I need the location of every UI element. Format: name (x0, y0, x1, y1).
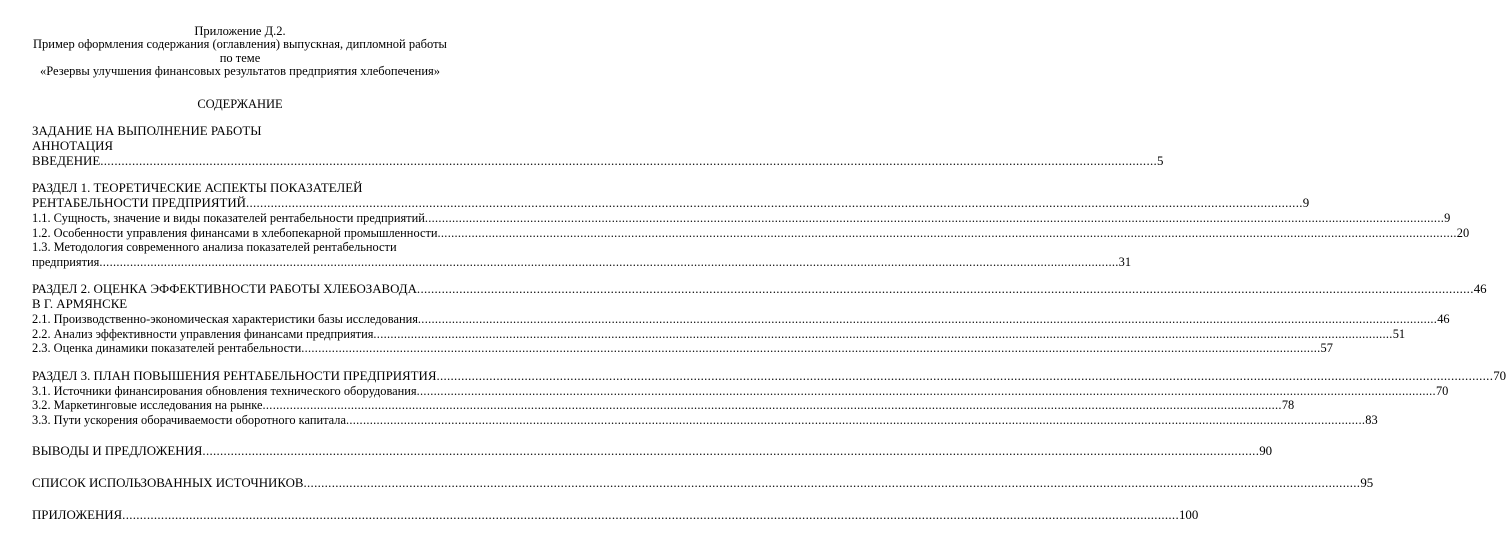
dot-leader: ............................................................................................................................................................................................................................................................................................................ (373, 326, 1393, 341)
dot-leader: ............................................................................................................................................................................................................................................................................................................ (416, 383, 1436, 398)
dot-leader: ............................................................................................................................................................................................................................................................................................................ (303, 476, 1361, 491)
toc-entry-label: ПРИЛОЖЕНИЯ (32, 507, 123, 522)
toc-section-3-title (32, 368, 1506, 384)
toc-entry-label: 3.3. Пути ускорения оборачиваемости оборотного капитала (32, 412, 346, 427)
toc-conclusions-block (32, 444, 1273, 459)
dot-leader: ............................................................................................................................................................................................................................................................................................................ (345, 412, 1366, 427)
dot-leader: ............................................................................................................................................................................................................................................................................................................ (436, 368, 1494, 383)
toc-entry-2-2 (32, 326, 1406, 342)
toc-page-number: 5 (1157, 153, 1164, 168)
toc-section-3 (32, 368, 1506, 428)
dot-leader: ............................................................................................................................................................................................................................................................................................................ (416, 282, 1474, 297)
toc-page-number: 90 (1259, 444, 1273, 459)
toc-section-1 (32, 181, 1470, 269)
toc-entry-3-3 (32, 412, 1378, 428)
dot-leader: ............................................................................................................................................................................................................................................................................................................ (202, 444, 1260, 459)
toc-page-number: 57 (1320, 341, 1333, 356)
header-line-1: Пример оформления содержания (оглавления) выпускная, дипломной работы (33, 37, 447, 52)
toc-page-number: 9 (1302, 196, 1310, 211)
toc-page-number: 78 (1281, 398, 1295, 413)
dot-leader: ............................................................................................................................................................................................................................................................................................................ (262, 398, 1282, 413)
toc-entry-label: РАЗДЕЛ 3. ПЛАН ПОВЫШЕНИЯ РЕНТАБЕЛЬНОСТИ ПРЕДПРИЯТИЯ (32, 368, 437, 383)
toc-sources-block (32, 476, 1374, 491)
toc-entry-label: РЕНТАБЕЛЬНОСТИ ПРЕДПРИЯТИЙ (32, 196, 246, 211)
toc-entry-1-3-line-1: 1.3. Методология современного анализа показателей рентабельности (32, 240, 397, 255)
toc-entry-appendices (32, 507, 1199, 523)
toc-page-number: 51 (1392, 326, 1406, 341)
dot-leader: ............................................................................................................................................................................................................................................................................................................ (99, 254, 1119, 269)
toc-entry-task: ЗАДАНИЕ НА ВЫПОЛНЕНИЕ РАБОТЫ (32, 124, 262, 138)
toc-entry-3-1 (32, 383, 1449, 399)
toc-entry-label: РАЗДЕЛ 2. ОЦЕНКА ЭФФЕКТИВНОСТИ РАБОТЫ ХЛЕБОЗАВОДА (32, 282, 417, 297)
toc-entry-2-3 (32, 341, 1333, 356)
header-line-2: по теме (219, 50, 261, 65)
dot-leader: ............................................................................................................................................................................................................................................................................................................ (301, 341, 1321, 356)
toc-entry-2-1 (32, 311, 1450, 327)
document-header (0, 25, 480, 79)
toc-entry-introduction (32, 153, 1164, 169)
toc-section-1-title-line-2 (32, 196, 1310, 211)
toc-entry-label: 1.1. Сущность, значение и виды показателей рентабельности предприятий (32, 210, 425, 225)
toc-page-number: 95 (1360, 476, 1374, 491)
dot-leader: ............................................................................................................................................................................................................................................................................................................ (424, 210, 1445, 225)
toc-entry-annotation: АННОТАЦИЯ (32, 138, 113, 153)
toc-page-number: 9 (1444, 210, 1451, 225)
toc-section-2 (32, 282, 1487, 356)
dot-leader: ............................................................................................................................................................................................................................................................................................................ (122, 507, 1179, 522)
toc-section-2-title-line-2: В Г. АРМЯНСКЕ (32, 297, 128, 312)
dot-leader: ............................................................................................................................................................................................................................................................................................................ (100, 153, 1158, 168)
toc-entry-1-2 (32, 225, 1470, 241)
toc-entry-label: ВВЕДЕНИЕ (32, 153, 101, 168)
header-line-3: «Резервы улучшения финансовых результатов предприятия хлебопечения» (39, 64, 441, 79)
toc-entry-label: 3.1. Источники финансирования обновления технического оборудования (32, 383, 417, 398)
toc-entry-label: 2.2. Анализ эффективности управления финансами предприятия (32, 326, 374, 341)
table-of-contents (32, 124, 1506, 523)
toc-entry-label: 2.3. Оценка динамики показателей рентабельности (32, 341, 302, 356)
page-title: СОДЕРЖАНИЕ (197, 97, 283, 111)
dot-leader: ............................................................................................................................................................................................................................................................................................................ (417, 311, 1438, 326)
toc-entry-1-3-line-2 (32, 254, 1132, 270)
toc-entry-1-1 (32, 210, 1451, 226)
toc-page-number: 70 (1435, 383, 1449, 398)
toc-entry-label: ВЫВОДЫ И ПРЕДЛОЖЕНИЯ (32, 444, 203, 459)
toc-entry-label: 3.2. Маркетинговые исследования на рынке (32, 398, 263, 413)
toc-intro-block (32, 124, 1164, 168)
toc-page-number: 46 (1437, 311, 1450, 326)
toc-entry-label: предприятия (32, 254, 100, 269)
toc-section-2-title-line-1 (32, 282, 1487, 297)
toc-page-number: 83 (1365, 412, 1378, 427)
toc-entry-sources (32, 476, 1374, 491)
dot-leader: ............................................................................................................................................................................................................................................................................................................ (437, 225, 1457, 240)
toc-page-number: 31 (1118, 254, 1132, 269)
toc-entry-3-2 (32, 398, 1295, 413)
toc-page-number: 70 (1493, 368, 1506, 383)
toc-entry-label: 2.1. Производственно-экономическая характеристики базы исследования (32, 311, 418, 326)
toc-section-1-title-line-1: РАЗДЕЛ 1. ТЕОРЕТИЧЕСКИЕ АСПЕКТЫ ПОКАЗАТЕЛЕЙ (32, 181, 363, 196)
toc-entry-label: 1.2. Особенности управления финансами в хлебопекарной промышленности (32, 225, 438, 240)
appendix-label: Приложение Д.2. (194, 24, 286, 38)
toc-appendices-block (32, 507, 1199, 523)
toc-entry-conclusions (32, 444, 1273, 459)
toc-page-number: 46 (1473, 282, 1487, 297)
toc-page-number: 100 (1178, 507, 1199, 522)
dot-leader: ............................................................................................................................................................................................................................................................................................................ (245, 196, 1303, 211)
toc-page-number: 20 (1456, 225, 1470, 240)
toc-entry-label: СПИСОК ИСПОЛЬЗОВАННЫХ ИСТОЧНИКОВ (32, 476, 304, 491)
